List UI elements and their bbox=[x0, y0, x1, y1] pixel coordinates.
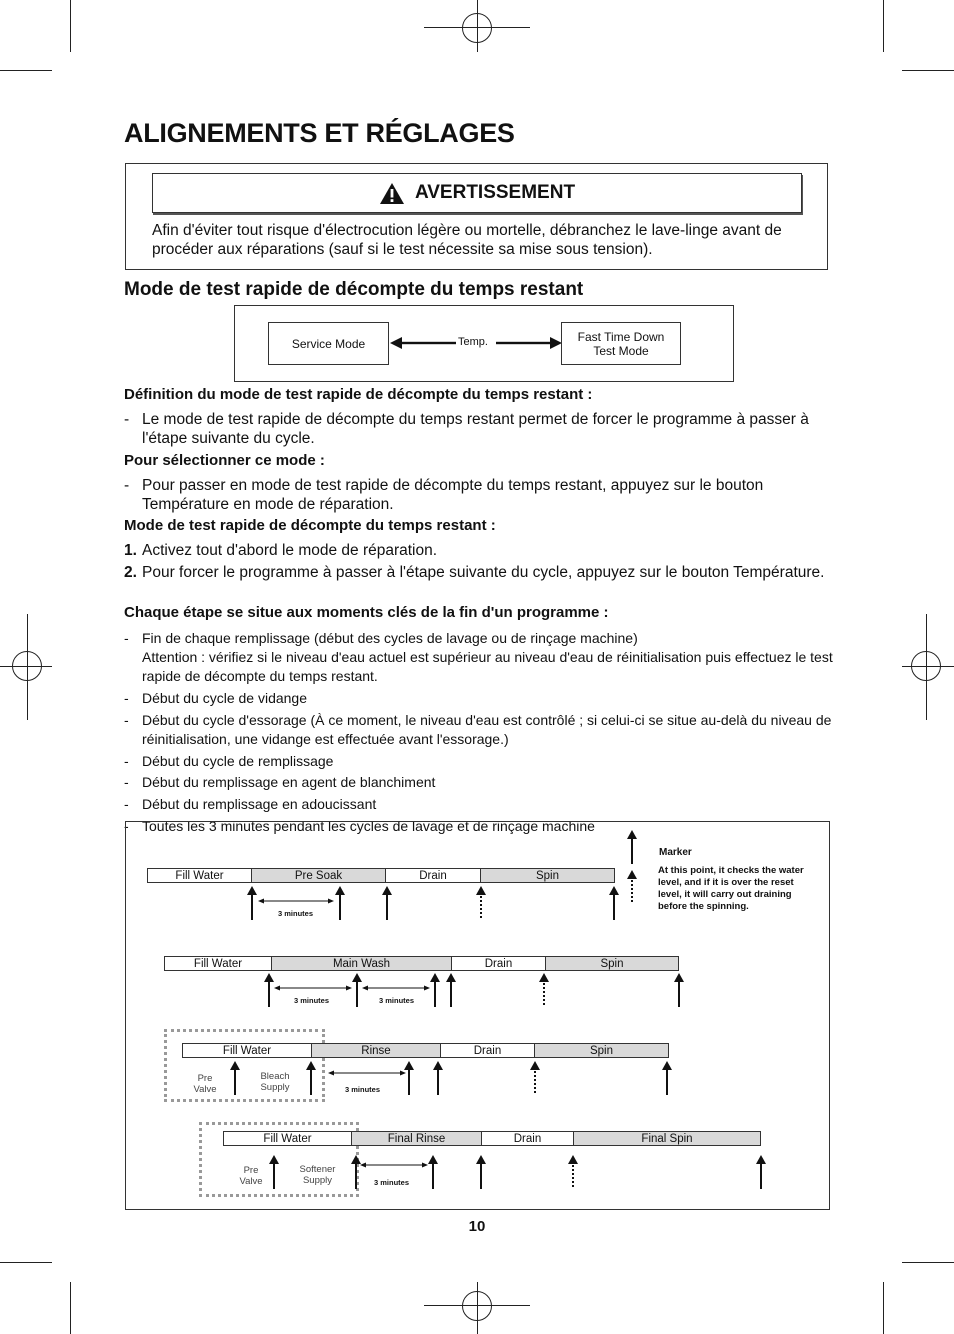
three-minutes-label: 3 minutes bbox=[278, 909, 314, 918]
marker-note: At this point, it checks the water level, and if it is over the reset level, it will carry out draining before the spinning. bbox=[658, 865, 804, 912]
section-title: Mode de test rapide de décompte du temps restant bbox=[124, 279, 584, 300]
select-heading: Pour sélectionner ce mode : bbox=[124, 452, 325, 469]
bullet-dash: - bbox=[124, 690, 129, 706]
temp-label: Temp. bbox=[458, 336, 488, 348]
bullet-dash: - bbox=[124, 411, 130, 428]
segment-fill-water: Fill Water bbox=[165, 957, 272, 970]
stage-attention: Attention : vérifiez si le niveau d'eau actuel est supérieur au niveau d'eau de réinitialisation puis effectuez le test rapide de décompte du temps restant. bbox=[142, 649, 833, 684]
crop-mark bbox=[0, 70, 52, 71]
bullet-dash: - bbox=[124, 774, 129, 790]
service-mode-box: Service Mode bbox=[268, 322, 389, 365]
bullet-dash: - bbox=[124, 712, 129, 728]
stage-text: Début du cycle de vidange bbox=[142, 690, 307, 706]
warning-text: Afin d'éviter tout risque d'électrocution légère ou mortelle, débranchez le lave-linge avant de procéder aux réparations (sauf si le test nécessite sa mise sous tension). bbox=[152, 222, 782, 258]
registration-mark-circle bbox=[911, 651, 941, 681]
segment-fill-water: Fill Water bbox=[183, 1044, 312, 1057]
pre-valve-label: Pre Valve bbox=[193, 1073, 217, 1095]
bullet-dash: - bbox=[124, 796, 129, 812]
crop-mark bbox=[883, 0, 884, 52]
segment-final-rinse: Final Rinse bbox=[352, 1132, 482, 1145]
timeline-bar-row1 bbox=[147, 868, 615, 883]
bullet-dash: - bbox=[124, 477, 130, 494]
bullet-dash: - bbox=[124, 818, 129, 834]
bullet-dash: - bbox=[124, 753, 129, 769]
stage-text: Début du remplissage en agent de blanchiment bbox=[142, 774, 436, 790]
step-number: 2. bbox=[124, 564, 137, 581]
segment-drain: Drain bbox=[452, 957, 546, 970]
warning-header bbox=[152, 173, 802, 213]
segment-pre-soak: Pre Soak bbox=[252, 869, 386, 882]
flow-arrow-left bbox=[390, 336, 456, 350]
page-number: 10 bbox=[468, 1218, 486, 1235]
segment-spin: Spin bbox=[546, 957, 678, 970]
timeline-bar-row3 bbox=[182, 1043, 669, 1058]
timeline-arrows-row4 bbox=[220, 1155, 770, 1191]
fast-time-down-box bbox=[561, 322, 681, 365]
registration-mark-circle bbox=[462, 1291, 492, 1321]
three-minutes-label: 3 minutes bbox=[374, 1178, 410, 1187]
registration-mark-circle bbox=[12, 651, 42, 681]
stage-text: Début du cycle de remplissage bbox=[142, 753, 334, 769]
three-minutes-label: 3 minutes bbox=[294, 996, 330, 1005]
segment-main-wash: Main Wash bbox=[272, 957, 452, 970]
softener-supply-label: Softener Supply bbox=[299, 1164, 336, 1186]
segment-final-spin: Final Spin bbox=[574, 1132, 760, 1145]
stage-text: Toutes les 3 minutes pendant les cycles de lavage et de rinçage machine bbox=[142, 818, 595, 834]
bleach-supply-label: Bleach Supply bbox=[260, 1071, 290, 1093]
definition-heading: Définition du mode de test rapide de décompte du temps restant : bbox=[124, 386, 593, 403]
page-title: ALIGNEMENTS ET RÉGLAGES bbox=[124, 118, 515, 148]
three-minutes-label: 3 minutes bbox=[379, 996, 415, 1005]
segment-spin: Spin bbox=[535, 1044, 668, 1057]
stage-text: Début du remplissage en adoucissant bbox=[142, 796, 377, 812]
fast-time-down-line2: Test Mode bbox=[593, 343, 649, 358]
warning-label: AVERTISSEMENT bbox=[414, 182, 576, 203]
registration-mark-circle bbox=[462, 13, 492, 43]
stage-text: Début du cycle d'essorage (À ce moment, le niveau d'eau est contrôlé ; si celui-ci se situe au-delà du niveau de réinitialisation, une vidange est effectuée avant l'essorage.) bbox=[142, 712, 832, 747]
timeline-bar-row2 bbox=[164, 956, 679, 971]
crop-mark bbox=[902, 1262, 954, 1263]
select-text: Pour passer en mode de test rapide de décompte du temps restant, appuyez sur le bouton Température en mode de réparation. bbox=[142, 477, 764, 513]
three-minutes-label: 3 minutes bbox=[345, 1085, 381, 1094]
fast-time-down-line1: Fast Time Down bbox=[577, 329, 665, 344]
timeline-bar-row4 bbox=[223, 1131, 761, 1146]
timeline-arrows-row1 bbox=[140, 886, 630, 922]
segment-drain: Drain bbox=[386, 869, 481, 882]
step-text: Activez tout d'abord le mode de réparation. bbox=[142, 542, 438, 559]
step-number: 1. bbox=[124, 542, 137, 559]
crop-mark bbox=[0, 1262, 52, 1263]
segment-spin: Spin bbox=[481, 869, 614, 882]
segment-drain: Drain bbox=[441, 1044, 535, 1057]
segment-fill-water: Fill Water bbox=[148, 869, 252, 882]
crop-mark bbox=[883, 1282, 884, 1334]
crop-mark bbox=[902, 70, 954, 71]
flow-arrow-right bbox=[496, 336, 562, 350]
stages-heading: Chaque étape se situe aux moments clés de la fin d'un programme : bbox=[124, 604, 609, 621]
crop-mark bbox=[70, 1282, 71, 1334]
marker-solid-arrow-icon bbox=[626, 830, 638, 864]
stage-text: Fin de chaque remplissage (début des cycles de lavage ou de rinçage machine) bbox=[142, 630, 638, 646]
crop-mark bbox=[70, 0, 71, 52]
mode-heading: Mode de test rapide de décompte du temps restant : bbox=[124, 517, 496, 534]
marker-label: Marker bbox=[659, 847, 692, 858]
warning-triangle-icon bbox=[379, 182, 405, 205]
step-text: Pour forcer le programme à passer à l'étape suivante du cycle, appuyez sur le bouton Température. bbox=[142, 564, 825, 581]
pre-valve-label: Pre Valve bbox=[239, 1165, 263, 1187]
definition-text: Le mode de test rapide de décompte du temps restant permet de forcer le programme à passer à l'étape suivante du cycle. bbox=[142, 411, 809, 447]
timeline-arrows-row3 bbox=[180, 1061, 680, 1097]
segment-fill-water: Fill Water bbox=[224, 1132, 352, 1145]
segment-rinse: Rinse bbox=[312, 1044, 441, 1057]
segment-drain: Drain bbox=[482, 1132, 574, 1145]
timeline-arrows-row2 bbox=[160, 973, 690, 1009]
bullet-dash: - bbox=[124, 630, 129, 646]
